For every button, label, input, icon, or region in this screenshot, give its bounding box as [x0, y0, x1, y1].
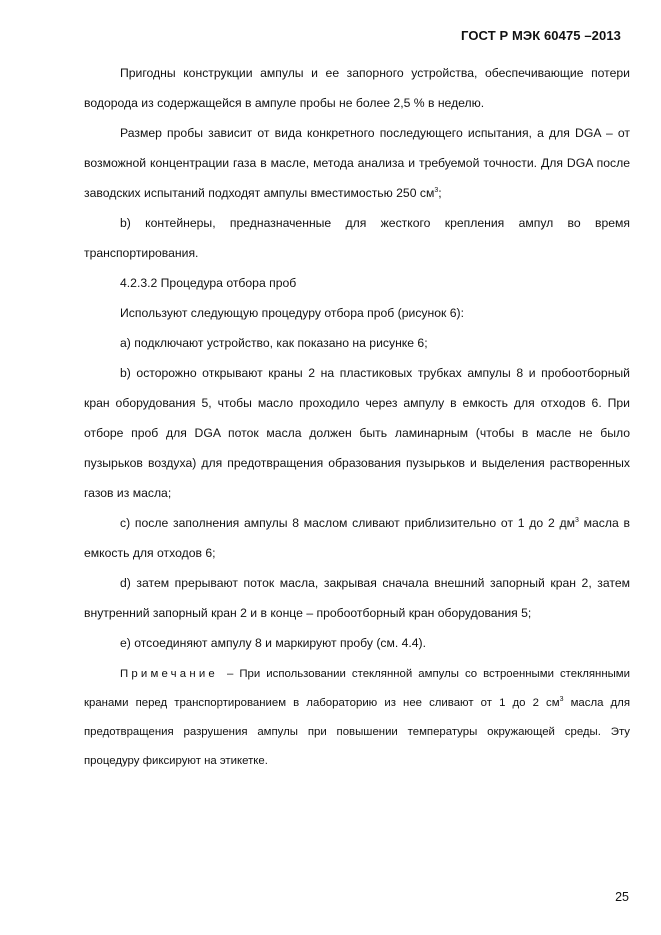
paragraph-sample-size [84, 118, 630, 208]
list-item-c-text: с) после заполнения ампулы 8 маслом сливают приблизительно от 1 до 2 дм [120, 516, 575, 530]
list-item-c-end: масла в емкость для отходов 6; [84, 516, 630, 560]
section-heading-sampling-procedure: 4.2.3.2 Процедура отбора проб [120, 276, 297, 290]
paragraph-procedure-intro: Используют следующую процедуру отбора проб (рисунок 6): [120, 306, 464, 320]
document-header: ГОСТ Р МЭК 60475 –2013 [461, 28, 621, 43]
document-body [84, 58, 630, 776]
list-item-d: d) затем прерывают поток масла, закрывая сначала внешний запорный кран 2, затем внутренний запорный кран 2 и в конце – пробоотборный кран оборудования 5; [84, 576, 630, 620]
list-item-e: е) отсоединяют ампулу 8 и маркируют пробу (см. 4.4). [120, 636, 427, 650]
page-number: 25 [615, 890, 629, 904]
superscript: 3 [559, 696, 564, 704]
list-item-b: b) осторожно открывают краны 2 на пластиковых трубках ампулы 8 и пробоотборный кран оборудования 5, чтобы масло проходило через ампулу в емкость для отходов 6. При отборе проб для DGA поток масла должен быть ламинарным (чтобы в масле не было пузырьков воздуха) для предотвращения образования пузырьков и выделения растворенных газов из масла; [84, 366, 630, 500]
superscript: 3 [434, 186, 439, 194]
note-text: – При использовании стеклянной ампулы со встроенными стеклянными кранами перед транспортированием в лабораторию из нее сливают от 1 до 2 см [84, 668, 630, 709]
list-item-a: а) подключают устройство, как показано на рисунке 6; [120, 336, 428, 350]
superscript: 3 [574, 516, 579, 524]
paragraph-sample-size-text: Размер пробы зависит от вида конкретного последующего испытания, а для DGA – от возможной концентрации газа в масле, метода анализа и требуемой точности. Для DGA после заводских испытаний подходят ампулы вместимостью 250 см [84, 126, 630, 200]
punctuation: ; [438, 186, 442, 200]
note-label: Примечание [120, 668, 218, 680]
note-text-end: масла для предотвращения разрушения ампулы при повышении температуры окружающей среды. Эту процедуру фиксируют на этикетке. [84, 697, 630, 767]
list-item-c [84, 508, 630, 568]
paragraph-hydrogen-loss: Пригодны конструкции ампулы и ее запорного устройства, обеспечивающие потери водорода из содержащейся в ампуле пробы не более 2,5 % в неделю. [84, 66, 630, 110]
paragraph-containers: b) контейнеры, предназначенные для жесткого крепления ампул во время транспортирования. [84, 216, 630, 260]
note-paragraph [84, 660, 630, 776]
